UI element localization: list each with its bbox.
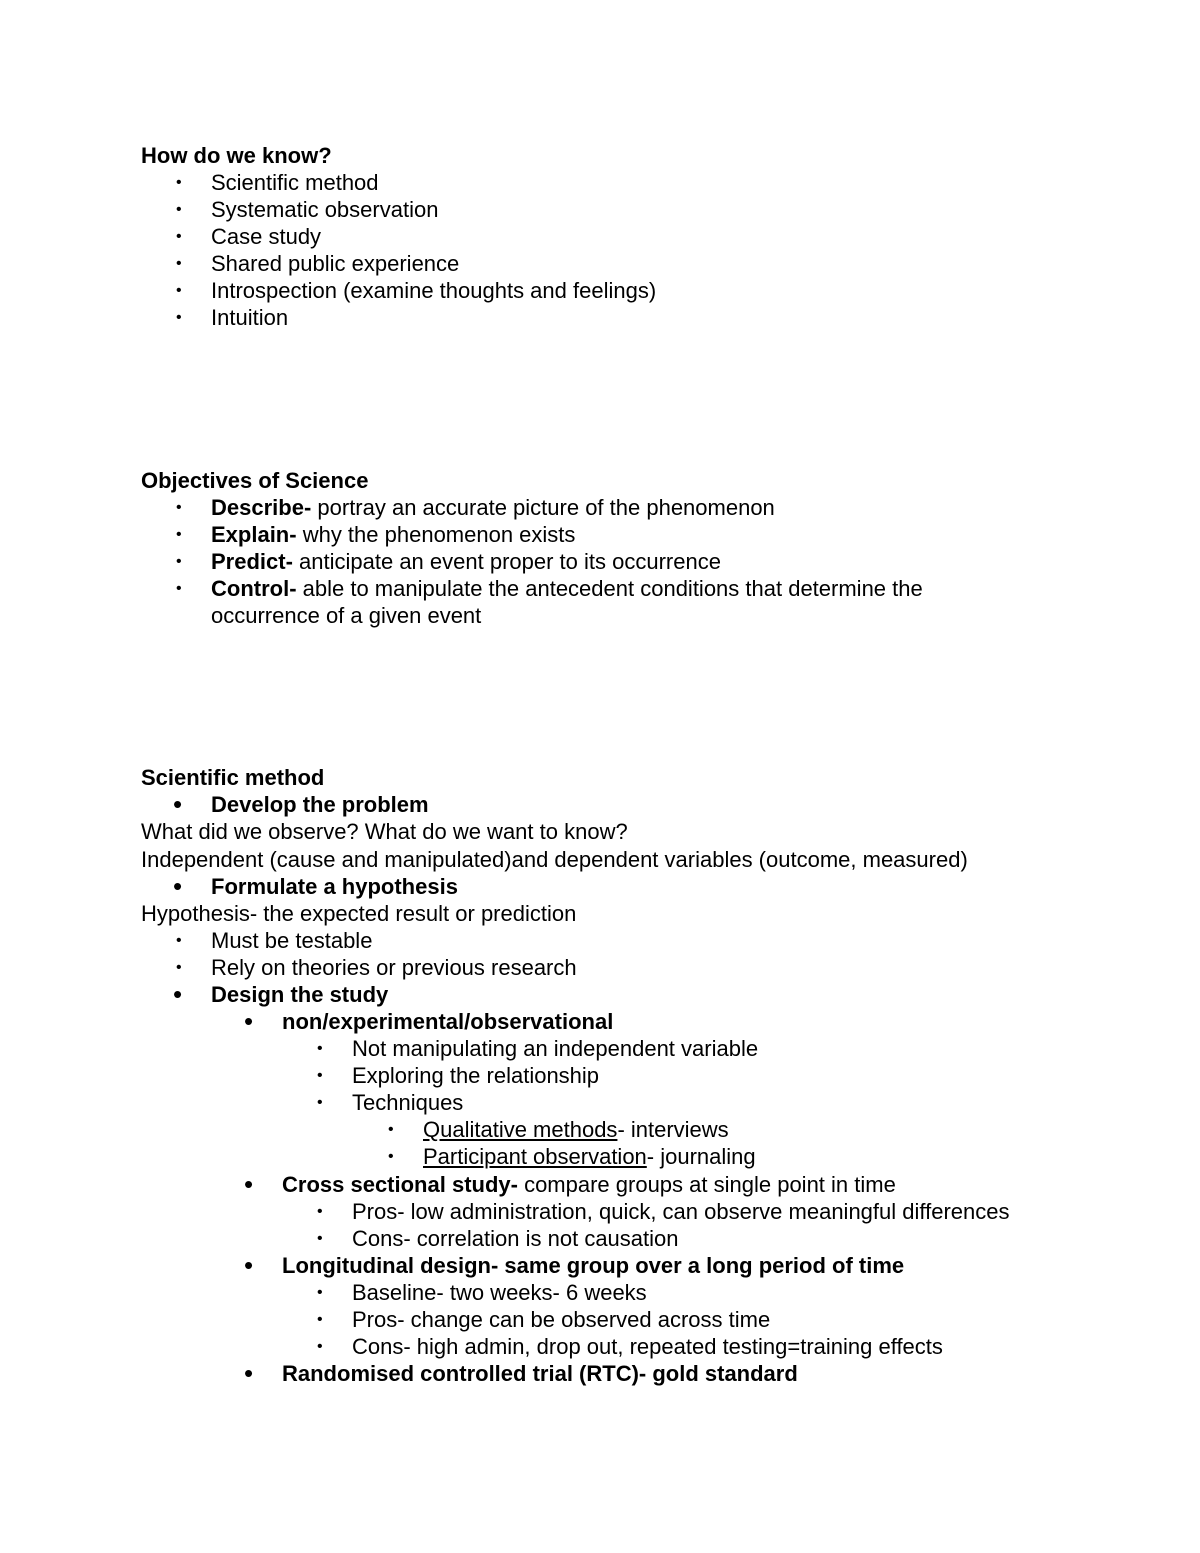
term-control: Control-: [211, 576, 297, 601]
body-text: Hypothesis- the expected result or prediction: [141, 901, 577, 926]
bullet-icon: •: [317, 1311, 323, 1328]
list-item: [211, 575, 923, 602]
bullet-icon: •: [317, 1067, 323, 1084]
bullet-icon: •: [317, 1338, 323, 1355]
list-item: Rely on theories or previous research: [211, 955, 577, 980]
design-rct: Randomised controlled trial (RTC)- gold standard: [282, 1361, 798, 1386]
definition-text: why the phenomenon exists: [296, 522, 576, 547]
list-item: Shared public experience: [211, 251, 460, 276]
bullet-icon: •: [176, 932, 182, 949]
list-item: [211, 548, 721, 575]
list-item: Pros- low administration, quick, can observe meaningful differences: [352, 1199, 1010, 1224]
definition-text: - interviews: [617, 1117, 729, 1142]
bullet-icon: •: [317, 1230, 323, 1247]
bullet-icon: •: [176, 553, 182, 570]
design-cross-sectional: [282, 1171, 896, 1198]
list-item: Not manipulating an independent variable: [352, 1036, 759, 1061]
list-item: Must be testable: [211, 928, 373, 953]
body-text: Independent (cause and manipulated)and dependent variables (outcome, measured): [141, 847, 968, 872]
bullet-icon: •: [244, 1358, 254, 1388]
bullet-icon: •: [244, 1169, 254, 1199]
step-formulate-hypothesis: Formulate a hypothesis: [211, 874, 458, 899]
list-item: [423, 1143, 756, 1170]
definition-text: able to manipulate the antecedent conditions that determine the: [296, 576, 923, 601]
bullet-icon: •: [244, 1250, 254, 1280]
bullet-icon: •: [173, 871, 183, 901]
bullet-icon: •: [388, 1148, 394, 1165]
design-longitudinal: Longitudinal design- same group over a long period of time: [282, 1253, 905, 1278]
list-item: Cons- high admin, drop out, repeated testing=training effects: [352, 1334, 943, 1359]
term-describe: Describe-: [211, 495, 312, 520]
step-develop-problem: Develop the problem: [211, 792, 429, 817]
definition-text: anticipate an event proper to its occurrence: [292, 549, 721, 574]
term-predict: Predict-: [211, 549, 293, 574]
list-item: Cons- correlation is not causation: [352, 1226, 679, 1251]
bullet-icon: •: [317, 1203, 323, 1220]
definition-text: compare groups at single point in time: [517, 1172, 896, 1197]
term-explain: Explain-: [211, 522, 297, 547]
section-heading-how-do-we-know: How do we know?: [141, 143, 332, 168]
list-item: Scientific method: [211, 170, 379, 195]
list-item: Case study: [211, 224, 322, 249]
list-item: [211, 521, 575, 548]
list-item: Intuition: [211, 305, 289, 330]
bullet-icon: •: [176, 499, 182, 516]
body-text: What did we observe? What do we want to know?: [141, 819, 628, 844]
term-qualitative-methods: Qualitative methods: [423, 1117, 618, 1142]
bullet-icon: •: [176, 255, 182, 272]
bullet-icon: •: [176, 228, 182, 245]
list-item: Pros- change can be observed across time: [352, 1307, 771, 1332]
section-heading-scientific-method: Scientific method: [141, 765, 325, 790]
term-participant-observation: Participant observation: [423, 1144, 647, 1169]
list-item: [423, 1116, 729, 1143]
list-item: [211, 494, 775, 521]
bullet-icon: •: [317, 1094, 323, 1111]
definition-text: portray an accurate picture of the phenomenon: [311, 495, 775, 520]
step-design-study: Design the study: [211, 982, 389, 1007]
bullet-icon: •: [176, 174, 182, 191]
list-item: Introspection (examine thoughts and feelings): [211, 278, 657, 303]
list-item: Exploring the relationship: [352, 1063, 600, 1088]
bullet-icon: •: [173, 979, 183, 1009]
design-nonexperimental: non/experimental/observational: [282, 1009, 614, 1034]
list-item: Techniques: [352, 1090, 464, 1115]
list-item: Baseline- two weeks- 6 weeks: [352, 1280, 647, 1305]
definition-text: - journaling: [646, 1144, 756, 1169]
bullet-icon: •: [317, 1284, 323, 1301]
bullet-icon: •: [317, 1040, 323, 1057]
bullet-icon: •: [176, 201, 182, 218]
bullet-icon: •: [176, 959, 182, 976]
bullet-icon: •: [176, 282, 182, 299]
bullet-icon: •: [244, 1006, 254, 1036]
section-heading-objectives: Objectives of Science: [141, 468, 369, 493]
list-item: Systematic observation: [211, 197, 439, 222]
bullet-icon: •: [176, 309, 182, 326]
bullet-icon: •: [176, 580, 182, 597]
bullet-icon: •: [176, 526, 182, 543]
definition-continuation: occurrence of a given event: [211, 603, 482, 628]
bullet-icon: •: [388, 1121, 394, 1138]
term-cross-sectional: Cross sectional study-: [282, 1172, 518, 1197]
bullet-icon: •: [173, 789, 183, 819]
